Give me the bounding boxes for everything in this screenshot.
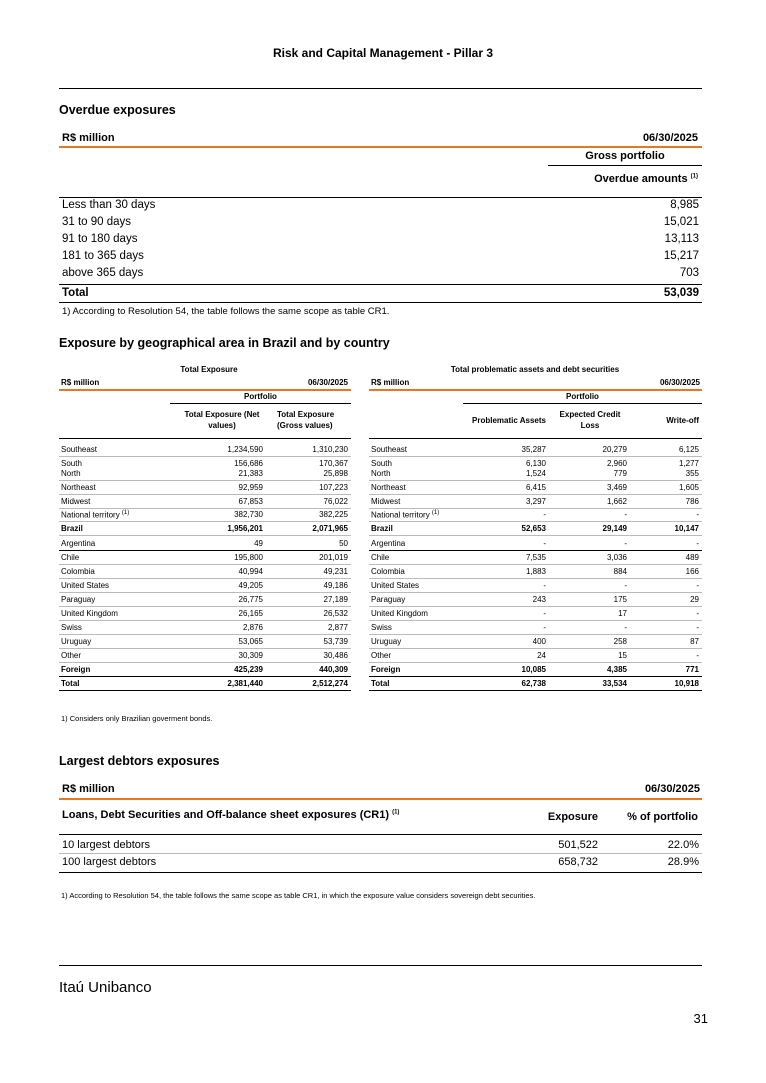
overdue-row-value: 15,021 (663, 216, 699, 228)
geo-right-row-rule (369, 521, 702, 522)
geo-left-row-net: 53,065 (238, 637, 263, 646)
geo-right-row-ecl: 2,960 (606, 459, 627, 468)
header-rule (59, 88, 702, 89)
geo-right-col2: Expected Credit Loss (559, 410, 621, 430)
debtors-row-exposure: 501,522 (558, 839, 598, 851)
page-header-title: Risk and Capital Management - Pillar 3 (272, 46, 494, 60)
geo-right-row-writeoff: - (696, 539, 699, 548)
geo-right-row-ecl: 1,662 (606, 497, 627, 506)
geo-right-row-ecl: 15 (618, 651, 627, 660)
geo-right-row-label: Chile (371, 553, 390, 562)
geo-right-row-label: Brazil (371, 524, 393, 533)
geo-left-row-gross: 49,231 (323, 567, 348, 576)
geo-right-row-problematic: 6,130 (525, 459, 546, 468)
geo-right-row-ecl: - (624, 581, 627, 590)
overdue-row-label: 181 to 365 days (62, 250, 144, 262)
geo-right-row-problematic: 1,883 (525, 567, 546, 576)
geo-right-row-problematic: - (543, 623, 546, 632)
geo-right-row-rule (369, 535, 702, 536)
debtors-row-pct: 28.9% (667, 856, 699, 868)
geo-right-row-rule (369, 606, 702, 607)
geo-right-row-rule (369, 550, 702, 551)
geo-left-row-label: Paraguay (61, 595, 96, 604)
debtors-date: 06/30/2025 (644, 783, 700, 795)
geo-right-row-ecl: 4,385 (606, 665, 627, 674)
geo-right-col1: Problematic Assets (472, 416, 546, 425)
geo-left-row-gross: 1,310,230 (312, 445, 348, 454)
geo-left-row-rule (59, 606, 351, 607)
overdue-orange-rule (59, 146, 702, 148)
geo-left-row-net: 2,381,440 (227, 679, 263, 688)
debtors-row-label: 10 largest debtors (62, 839, 151, 851)
geo-right-row-rule (369, 634, 702, 635)
footer-rule (59, 965, 702, 966)
geo-right-row-writeoff: - (696, 581, 699, 590)
footer-page-number: 31 (693, 1011, 708, 1026)
geo-left-col2: Total Exposure (Gross values) (277, 410, 335, 430)
geo-right-row-problematic: 6,415 (525, 483, 546, 492)
geo-left-row-rule (59, 592, 351, 593)
overdue-row-label: above 365 days (62, 267, 144, 279)
geo-left-row-label: Swiss (61, 623, 82, 632)
geo-right-row-problematic: - (543, 539, 546, 548)
geo-left-row-net: 26,775 (238, 595, 263, 604)
geo-left-row-rule (59, 634, 351, 635)
overdue-subheader-rule (548, 165, 702, 166)
overdue-row-value: 703 (679, 267, 699, 279)
geo-left-row-net: 26,165 (238, 609, 263, 618)
overdue-footnote: 1) According to Resolution 54, the table follows the same scope as table CR1. (62, 306, 390, 317)
geo-left-row-rule (59, 676, 351, 677)
overdue-row-value: 13,113 (664, 233, 699, 245)
geo-right-row-label: North (371, 469, 391, 478)
geo-right-row-label: United Kingdom (371, 609, 428, 618)
debtors-unit: R$ million (62, 783, 115, 795)
geo-right-row-writeoff: 489 (685, 553, 699, 562)
geo-left-row-gross: 170,367 (319, 459, 348, 468)
overdue-row-label: 31 to 90 days (62, 216, 132, 228)
debtors-row-rule (59, 853, 702, 854)
debtors-header-rule (59, 834, 702, 835)
geo-left-date: 06/30/2025 (307, 378, 348, 387)
geo-left-row-rule (59, 578, 351, 579)
geo-right-row-rule (369, 676, 702, 677)
geo-left-row-gross: 30,486 (323, 651, 348, 660)
geo-right-row-problematic: 243 (532, 595, 546, 604)
geo-right-row-ecl: 175 (613, 595, 627, 604)
geo-left-row-gross: 50 (339, 539, 348, 548)
geo-left-row-net: 156,686 (234, 459, 263, 468)
geo-right-row-problematic: 10,085 (521, 665, 546, 674)
geo-left-row-gross: 25,898 (323, 469, 348, 478)
geo-right-row-ecl: 3,469 (606, 483, 627, 492)
geo-right-row-problematic: 3,297 (525, 497, 546, 506)
geo-left-row-gross: 201,019 (319, 553, 348, 562)
geo-right-row-label: National territory $^{(1)}$ (371, 510, 440, 520)
geo-left-row-gross: 440,309 (319, 665, 348, 674)
geo-left-row-gross: 2,877 (327, 623, 348, 632)
geo-right-row-label: Colombia (371, 567, 405, 576)
overdue-total-value: 53,039 (663, 287, 699, 299)
geo-left-row-rule (59, 648, 351, 649)
debtors-col-exposure: Exposure (547, 811, 598, 823)
geo-right-row-label: Midwest (371, 497, 401, 506)
overdue-row-value: 8,985 (670, 199, 699, 211)
debtors-orange-rule (59, 798, 702, 800)
geo-left-row-label: Uruguay (61, 637, 92, 646)
geo-left-row-net: 92,959 (238, 483, 263, 492)
overdue-subheader: Gross portfolio (585, 150, 665, 162)
geo-right-row-problematic: 35,287 (521, 445, 546, 454)
geo-right-row-label: Total (371, 679, 390, 688)
geo-left-row-gross: 49,186 (323, 581, 348, 590)
geo-right-row-label: Swiss (371, 623, 392, 632)
overdue-total-rule-bottom (59, 302, 702, 303)
geo-right-row-rule (369, 592, 702, 593)
geo-left-row-gross: 2,071,965 (312, 524, 348, 533)
overdue-col-label: Overdue amounts $^{(1)}$ (594, 173, 698, 185)
geo-right-row-writeoff: 10,918 (674, 679, 699, 688)
geo-right-row-writeoff: 6,125 (678, 445, 699, 454)
geo-right-row-writeoff: - (696, 510, 699, 519)
geo-left-row-rule (59, 662, 351, 663)
overdue-unit: R$ million (62, 132, 115, 144)
geo-left-row-label: Foreign (61, 665, 91, 674)
geo-left-row-gross: 76,022 (323, 497, 348, 506)
geo-left-row-net: 30,309 (238, 651, 263, 660)
geo-right-row-rule (369, 456, 702, 457)
geo-left-orange-rule (59, 389, 351, 391)
footer-company: Itaú Unibanco (59, 979, 152, 996)
geo-right-row-writeoff: 10,147 (674, 524, 699, 533)
geo-right-row-rule (369, 564, 702, 565)
geo-right-row-writeoff: - (696, 651, 699, 660)
geo-left-row-rule (59, 508, 351, 509)
geo-right-row-problematic: - (543, 609, 546, 618)
geo-right-row-problematic: 400 (532, 637, 546, 646)
geo-right-row-rule (369, 578, 702, 579)
debtors-row-exposure: 658,732 (558, 856, 598, 868)
geo-left-row-net: 67,853 (238, 497, 263, 506)
geo-left-row-net: 1,956,201 (227, 524, 263, 533)
geo-right-row-rule (369, 620, 702, 621)
geo-left-row-label: Total (61, 679, 80, 688)
debtors-row-pct: 22.0% (667, 839, 699, 851)
geo-right-row-ecl: 3,036 (606, 553, 627, 562)
geo-left-row-rule (59, 521, 351, 522)
geo-right-row-rule (369, 480, 702, 481)
geo-right-row-ecl: 17 (618, 609, 627, 618)
geo-right-row-label: Southeast (371, 445, 408, 454)
geo-right-row-writeoff: 166 (685, 567, 699, 576)
geo-right-row-problematic: 24 (537, 651, 546, 660)
geo-right-unit: R$ million (371, 378, 410, 387)
geo-title: Exposure by geographical area in Brazil and by country (59, 336, 390, 350)
geo-right-row-rule (369, 690, 702, 691)
geo-right-row-writeoff: 771 (685, 665, 699, 674)
geo-right-row-problematic: 62,738 (521, 679, 546, 688)
geo-left-portfolio: Portfolio (244, 392, 277, 401)
geo-left-caption: Total Exposure (180, 365, 238, 374)
geo-right-row-ecl: 29,149 (602, 524, 627, 533)
geo-left-row-rule (59, 535, 351, 536)
geo-right-row-label: Other (371, 651, 392, 660)
overdue-total-rule-top (59, 284, 702, 285)
geo-right-row-ecl: 258 (613, 637, 627, 646)
geo-right-row-writeoff: 29 (690, 595, 699, 604)
geo-right-row-label: Foreign (371, 665, 401, 674)
geo-right-col3: Write-off (666, 416, 699, 425)
geo-right-portfolio-rule (463, 403, 702, 404)
geo-left-row-rule (59, 690, 351, 691)
debtors-footnote: 1) According to Resolution 54, the table follows the same scope as table CR1, in which the exposure value considers sovereign debt securities. (61, 891, 536, 900)
geo-left-row-label: Chile (61, 553, 80, 562)
geo-right-row-writeoff: 786 (685, 497, 699, 506)
overdue-title: Overdue exposures (59, 103, 176, 117)
geo-left-col1: Total Exposure (Net values) (184, 410, 260, 430)
geo-left-row-label: North (61, 469, 81, 478)
geo-right-row-rule (369, 508, 702, 509)
geo-left-row-net: 382,730 (234, 510, 263, 519)
geo-left-row-gross: 382,225 (319, 510, 348, 519)
geo-left-row-net: 425,239 (234, 665, 263, 674)
geo-right-row-label: South (371, 459, 392, 468)
geo-right-orange-rule (369, 389, 702, 391)
geo-left-row-label: United States (61, 581, 110, 590)
overdue-total-label: Total (62, 287, 89, 299)
geo-left-row-label: Midwest (61, 497, 91, 506)
geo-left-row-net: 1,234,590 (227, 445, 263, 454)
overdue-row-value: 15,217 (663, 250, 699, 262)
geo-right-row-problematic: 52,653 (521, 524, 546, 533)
geo-left-row-gross: 53,739 (323, 637, 348, 646)
geo-left-row-label: United Kingdom (61, 609, 118, 618)
geo-right-row-writeoff: 1,605 (678, 483, 699, 492)
geo-right-row-label: Paraguay (371, 595, 406, 604)
overdue-row-label: Less than 30 days (62, 199, 156, 211)
geo-right-header-rule (369, 438, 702, 439)
geo-right-date: 06/30/2025 (659, 378, 700, 387)
geo-left-row-gross: 27,189 (323, 595, 348, 604)
geo-left-row-rule (59, 494, 351, 495)
geo-left-header-rule (59, 438, 351, 439)
geo-left-row-net: 2,876 (242, 623, 263, 632)
geo-left-row-rule (59, 456, 351, 457)
geo-left-row-label: Brazil (61, 524, 83, 533)
geo-right-portfolio: Portfolio (566, 392, 599, 401)
debtors-title: Largest debtors exposures (59, 754, 220, 768)
geo-right-row-writeoff: - (696, 623, 699, 632)
overdue-row-label: 91 to 180 days (62, 233, 138, 245)
geo-right-row-problematic: - (543, 581, 546, 590)
geo-left-row-rule (59, 480, 351, 481)
geo-right-row-writeoff: 355 (685, 469, 699, 478)
geo-left-row-label: South (61, 459, 82, 468)
geo-right-row-writeoff: - (696, 609, 699, 618)
debtors-col-label: Loans, Debt Securities and Off-balance sheet exposures (CR1) $^{(1)}$ (62, 809, 400, 821)
geo-left-row-net: 21,383 (238, 469, 263, 478)
geo-right-row-ecl: 884 (613, 567, 627, 576)
geo-right-caption: Total problematic assets and debt securities (450, 365, 620, 374)
geo-right-row-rule (369, 662, 702, 663)
geo-right-row-writeoff: 1,277 (678, 459, 699, 468)
geo-left-row-gross: 2,512,274 (312, 679, 348, 688)
geo-right-row-ecl: 33,534 (602, 679, 627, 688)
geo-right-row-label: Uruguay (371, 637, 402, 646)
geo-left-row-label: Southeast (61, 445, 98, 454)
debtors-col-pct: % of portfolio (627, 811, 698, 823)
debtors-row-label: 100 largest debtors (62, 856, 157, 868)
geo-right-row-ecl: 779 (613, 469, 627, 478)
debtors-bottom-rule (59, 872, 702, 873)
geo-left-row-rule (59, 564, 351, 565)
geo-right-row-problematic: - (543, 510, 546, 519)
overdue-date: 06/30/2025 (642, 132, 698, 144)
geo-right-row-label: Northeast (371, 483, 406, 492)
overdue-header-rule (59, 197, 702, 198)
geo-right-row-ecl: - (624, 623, 627, 632)
geo-left-row-label: Argentina (61, 539, 96, 548)
geo-right-row-ecl: - (624, 510, 627, 519)
geo-left-row-net: 49,205 (238, 581, 263, 590)
geo-footnote: 1) Considers only Brazilian goverment bonds. (61, 714, 213, 723)
geo-right-row-writeoff: 87 (690, 637, 699, 646)
geo-right-row-problematic: 7,535 (525, 553, 546, 562)
geo-left-row-label: Colombia (61, 567, 95, 576)
geo-left-row-rule (59, 620, 351, 621)
geo-left-row-label: Other (61, 651, 82, 660)
geo-right-row-rule (369, 494, 702, 495)
geo-right-row-label: United States (371, 581, 420, 590)
geo-left-row-rule (59, 550, 351, 551)
geo-left-row-gross: 107,223 (319, 483, 348, 492)
geo-right-row-ecl: - (624, 539, 627, 548)
geo-left-row-gross: 26,532 (323, 609, 348, 618)
geo-right-row-problematic: 1,524 (525, 469, 546, 478)
geo-left-row-net: 195,800 (234, 553, 263, 562)
geo-right-row-ecl: 20,279 (602, 445, 627, 454)
geo-left-row-net: 40,994 (238, 567, 263, 576)
geo-left-unit: R$ million (61, 378, 100, 387)
geo-left-row-label: National territory $^{(1)}$ (61, 510, 130, 520)
geo-left-row-label: Northeast (61, 483, 96, 492)
geo-left-portfolio-rule (170, 403, 351, 404)
geo-right-row-rule (369, 648, 702, 649)
geo-right-row-label: Argentina (371, 539, 406, 548)
geo-left-row-net: 49 (254, 539, 263, 548)
